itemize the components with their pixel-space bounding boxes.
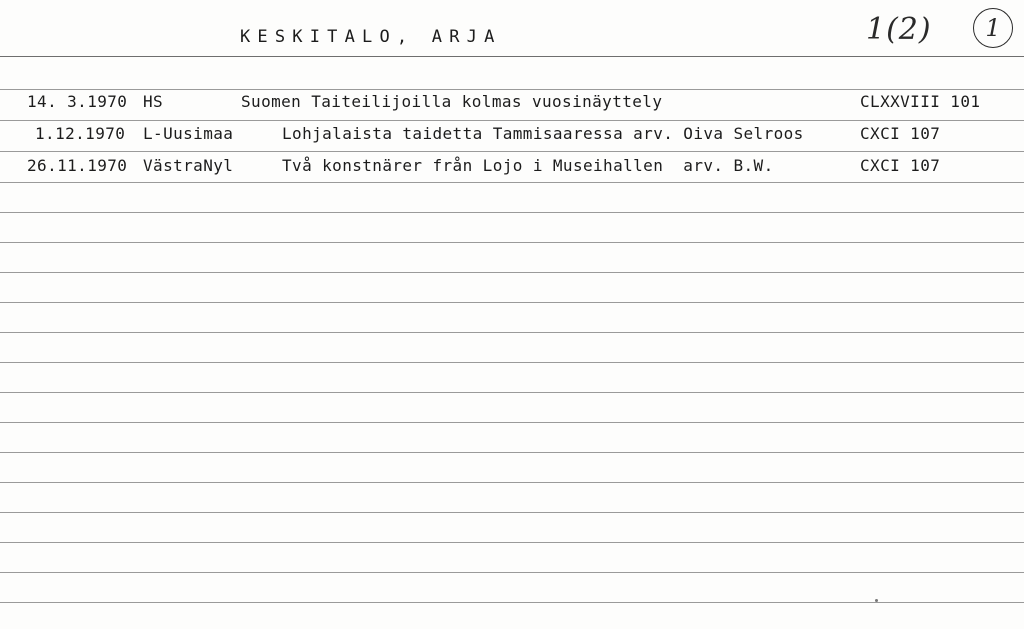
ruled-line — [0, 272, 1024, 273]
entry-date: 1.12.1970 — [35, 124, 126, 143]
ruled-line — [0, 362, 1024, 363]
ruled-line — [0, 602, 1024, 603]
card-heading: KESKITALO, ARJA — [240, 27, 502, 47]
ruled-line — [0, 212, 1024, 213]
entry-title: Två konstnärer från Lojo i Museihallen arv. B.W. — [282, 156, 774, 175]
header-rule — [0, 56, 1024, 57]
ruled-line — [0, 332, 1024, 333]
ruled-line — [0, 392, 1024, 393]
ruled-line — [0, 542, 1024, 543]
ruled-line — [0, 182, 1024, 183]
ruled-line — [0, 572, 1024, 573]
ruled-line — [0, 482, 1024, 483]
ruled-line — [0, 302, 1024, 303]
handwritten-page-number: 1(2) — [866, 12, 932, 47]
entry-date: 14. 3.1970 — [27, 92, 128, 111]
entry-source: HS — [143, 92, 164, 111]
ruled-line — [0, 120, 1024, 121]
entry-source: L-Uusimaa — [143, 124, 234, 143]
ruled-line — [0, 512, 1024, 513]
entry-title: Lohjalaista taidetta Tammisaaressa arv. Oiva Selroos — [282, 124, 804, 143]
paper-speck — [875, 599, 878, 602]
entry-reference: CXCI 107 — [860, 156, 941, 175]
ruled-line — [0, 452, 1024, 453]
ruled-line — [0, 151, 1024, 152]
ruled-line — [0, 89, 1024, 90]
ruled-line — [0, 242, 1024, 243]
ruled-line — [0, 422, 1024, 423]
entry-reference: CXCI 107 — [860, 124, 941, 143]
entry-title: Suomen Taiteilijoilla kolmas vuosinäyttely — [241, 92, 663, 111]
entry-source: VästraNyl — [143, 156, 234, 175]
entry-reference: CLXXVIII 101 — [860, 92, 981, 111]
handwritten-circled-number: 1 — [973, 8, 1013, 48]
entry-date: 26.11.1970 — [27, 156, 128, 175]
